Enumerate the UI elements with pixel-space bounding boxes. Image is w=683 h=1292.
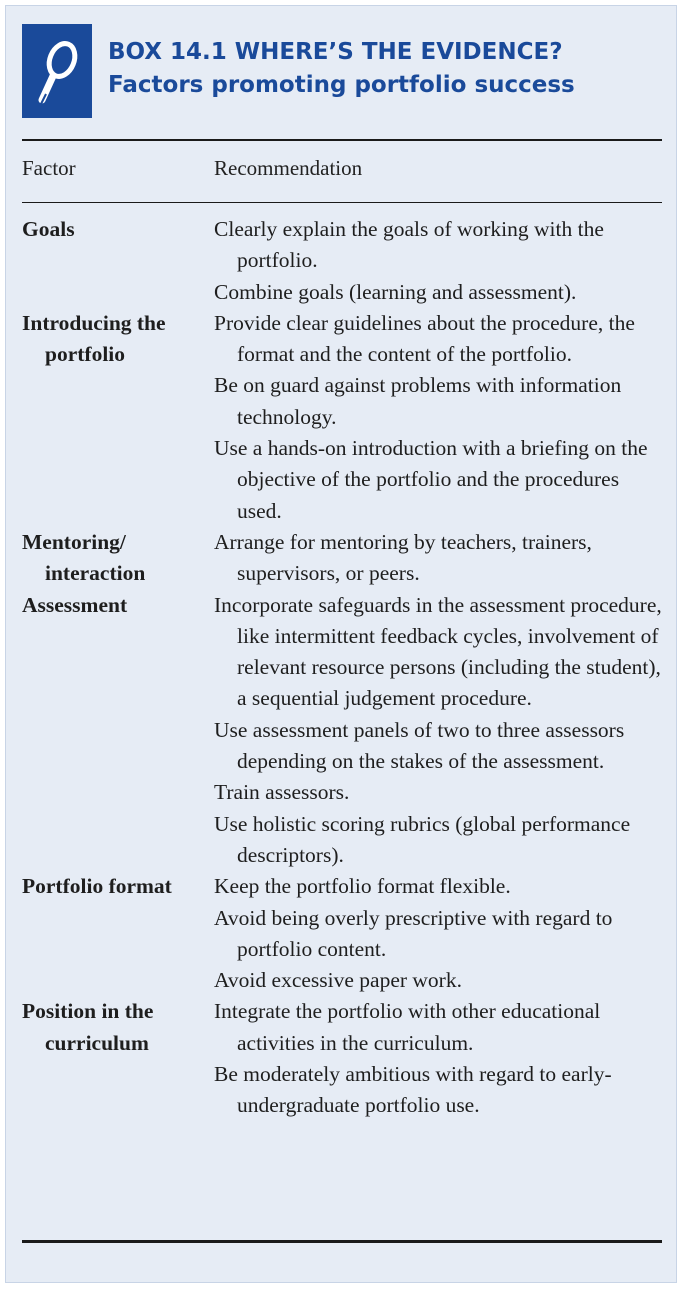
table-row — [22, 590, 662, 872]
recommendation-item: Avoid being overly prescriptive with regard to portfolio content. — [214, 905, 613, 961]
recommendation-item: Keep the portfolio format flexible. — [214, 874, 511, 899]
recommendation-item: Arrange for mentoring by teachers, trainers, supervisors, or peers. — [214, 529, 592, 586]
recommendation-cell — [214, 527, 662, 590]
table-row — [22, 996, 662, 1121]
recommendation-column-header: Recommendation — [214, 156, 363, 180]
factor-cell: Position in the curriculum — [22, 999, 154, 1055]
evidence-box — [5, 5, 677, 1283]
factor-cell: Portfolio format — [22, 874, 172, 899]
factor-cell: Goals — [22, 217, 75, 241]
recommendation-item: Clearly explain the goals of working with the portfolio. — [214, 217, 604, 273]
factor-cell: Assessment — [22, 592, 128, 617]
recommendation-item: Avoid excessive paper work. — [214, 968, 462, 993]
recommendation-item: Provide clear guidelines about the procedure, the format and the content of the portfolio. — [214, 310, 635, 367]
factor-column-header: Factor — [22, 156, 76, 180]
bottom-rule — [22, 1240, 662, 1243]
recommendation-item: Use holistic scoring rubrics (global performance descriptors). — [214, 811, 631, 867]
recommendation-cell — [214, 871, 662, 996]
table-row — [22, 871, 662, 996]
recommendation-item: Use assessment panels of two to three assessors depending on the stakes of the assessment. — [214, 717, 625, 774]
table-row — [22, 308, 662, 527]
table-row — [22, 214, 662, 308]
header-rule — [22, 202, 662, 203]
factor-cell: Mentoring/ interaction — [22, 529, 146, 586]
recommendation-cell — [214, 214, 662, 308]
factor-cell: Introducing the portfolio — [22, 310, 166, 367]
recommendation-item: Use a hands-on introduction with a briefing on the objective of the portfolio and the procedures used. — [214, 436, 648, 523]
table-row — [22, 527, 662, 590]
recommendation-item: Be on guard against problems with information technology. — [214, 373, 622, 429]
box-header — [22, 24, 662, 124]
magnifying-glass-icon — [22, 24, 92, 118]
recommendation-item: Incorporate safeguards in the assessment procedure, like intermittent feedback cycles, involvement of relevant resource persons (including the student), a sequential judgement procedure. — [214, 592, 662, 711]
recommendation-cell — [214, 590, 662, 872]
box-title — [108, 36, 575, 102]
top-rule — [22, 139, 662, 141]
recommendation-item: Integrate the portfolio with other educational activities in the curriculum. — [214, 999, 601, 1055]
recommendation-cell — [214, 996, 662, 1121]
recommendation-item: Be moderately ambitious with regard to early-undergraduate portfolio use. — [214, 1062, 612, 1118]
box-label: BOX 14.1 WHERE’S THE EVIDENCE? — [108, 39, 563, 65]
recommendation-cell — [214, 308, 662, 527]
box-subtitle: Factors promoting portfolio success — [108, 72, 575, 98]
factor-table — [22, 214, 662, 1122]
recommendation-item: Train assessors. — [214, 780, 350, 805]
recommendation-item: Combine goals (learning and assessment). — [214, 279, 577, 304]
